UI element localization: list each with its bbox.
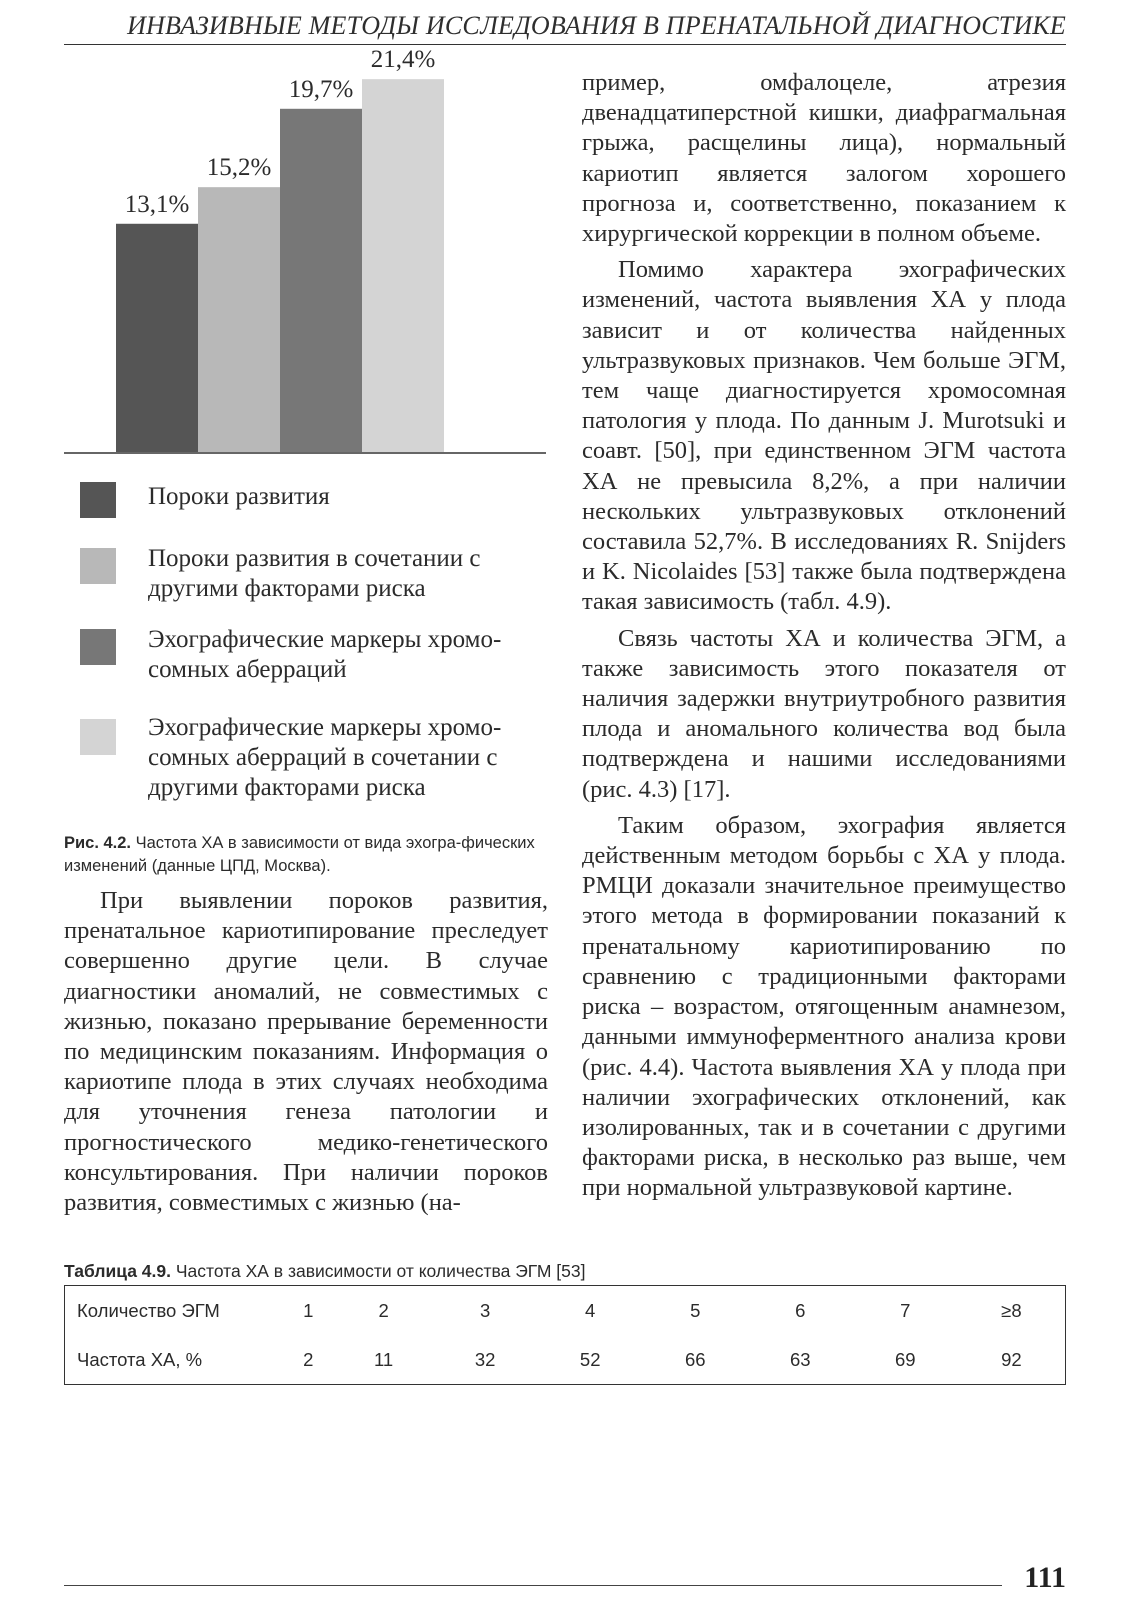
bar-chart [64,46,558,460]
right-paragraph-1: пример, омфалоцеле, атрезия двенадцатиперстной кишки, диафрагмальная грыжа, расщелины лица), нормальный кариотип является залогом хорошего прогноза и, соответственно, показанием к хирургической коррекции в полном объеме. [582,69,1066,248]
table-caption-text: Частота ХА в зависимости от количества ЭГМ [53] [171,1261,586,1281]
figure-caption-label: Рис. 4.2. [64,834,132,852]
table-cell: ≥8 [1001,1299,1022,1321]
table-cell: 2 [378,1299,389,1321]
bar-value-label-4: 21,4% [370,46,436,74]
table-cell: 2 [303,1348,314,1370]
legend-label-1 [148,482,548,512]
right-paragraph-4: Таким образом, эхография является действенным методом борьбы с ХА у плода. РМЦИ доказали значительное преимущество этого метода в формировании показаний к пренатальному кариотипированию по сравнению с традиционными факторами риска – возрастом, отягощенным анамнезом, данными иммуноферментного анализа крови (рис. 4.4). Частота выявления ХА у плода при наличии эхографических отклонений, как изолированных, так и в сочетании с другими факторами риска, в несколько раз выше, чем при нормальной ультразвуковой картине. [582,811,1066,1202]
right-column [582,68,1066,1204]
legend-label-3 [148,625,548,685]
legend-label-4-line3: другими факторами риска [148,774,426,801]
table-cell: 32 [474,1348,496,1370]
legend-label-4 [148,713,548,803]
footer-rule [64,1585,1002,1586]
table-row-header: Количество ЭГМ [77,1299,220,1321]
legend-item-2 [80,544,550,608]
table-cell: 69 [895,1348,916,1370]
running-head: ИНВАЗИВНЫЕ МЕТОДЫ ИССЛЕДОВАНИЯ В ПРЕНАТАЛЬНОЙ ДИАГНОСТИКЕ [64,8,1066,45]
legend-item-3 [80,625,550,689]
legend-item-1 [80,482,550,522]
bar-1 [116,224,198,452]
left-column [64,886,548,1218]
table-cell: 11 [374,1348,394,1370]
data-table [64,1285,1066,1385]
bar-value-label-2: 15,2% [206,154,272,182]
bar-2 [198,187,280,452]
table-cell: 63 [789,1348,811,1370]
table-cell: 1 [303,1299,314,1321]
legend-swatch-4 [80,719,116,755]
right-paragraph-3: Связь частоты ХА и количества ЭГМ, а также зависимость этого показателя от наличия задержки внутриутробного развития плода и аномального количества вод была подтверждена и нашими исследованиями (рис. 4.3) [17]. [582,624,1066,803]
bar-value-label-1: 13,1% [124,190,190,218]
legend-label-3-line1: Эхографические маркеры хромо- [148,626,502,653]
table-cell: 5 [690,1299,701,1321]
legend-label-2-line2: другими факторами риска [148,575,426,602]
table-cell: 4 [585,1299,596,1321]
table-row [65,1335,1066,1385]
legend-item-4 [80,713,550,807]
figure-caption-text: Частота ХА в зависимости от вида эхогра-фических изменений (данные ЦПД, Москва). [64,834,535,875]
legend-label-2 [148,544,548,604]
figure-caption [64,832,554,878]
legend-label-2-line1: Пороки развития в сочетании с [148,545,481,572]
legend-label-3-line2: сомных аберраций [148,656,347,683]
bar-value-label-3: 19,7% [288,75,354,103]
legend-swatch-2 [80,548,116,584]
table-cell: 66 [684,1348,706,1370]
table-caption [64,1260,1064,1282]
right-paragraph-2: Помимо характера эхографических изменений, частота выявления ХА у плода зависит и от количества найденных ультразвуковых признаков. Чем больше ЭГМ, тем чаще диагностируется хромосомная патология у плода. По данным J. Murotsuki и соавт. [50], при единственном ЭГМ частота ХА не превысила 8,2%, а при наличии нескольких ультразвуковых отклонений составила 52,7%. В исследованиях R. Snijders и K. Nicolaides [53] также была подтверждена такая зависимость (табл. 4.9). [582,256,1066,616]
table-cell: 7 [900,1299,911,1321]
bar-4 [362,79,444,452]
table-caption-label: Таблица 4.9. [64,1261,171,1281]
page-number: 111 [1024,1561,1066,1594]
legend-label-1-line1: Пороки развития [148,483,330,510]
bar-3 [280,109,362,452]
chart-canvas [64,46,558,460]
table-row [65,1286,1066,1336]
table-cell: 6 [795,1299,806,1321]
table-cell: 92 [1001,1348,1022,1370]
legend-swatch-3 [80,629,116,665]
table-cell: 3 [480,1299,491,1321]
legend-label-4-line2: сомных аберраций в сочетании с [148,744,498,771]
table-row-header: Частота ХА, % [77,1348,203,1370]
legend-label-4-line1: Эхографические маркеры хромо- [148,714,502,741]
table-cell: 52 [579,1348,601,1370]
left-column-paragraph: При выявлении пороков развития, пренатальное кариотипирование преследует совершенно другие цели. В случае диагностики аномалий, не совместимых с жизнью, показано прерывание беременности по медицинским показаниям. Информация о кариотипе плода в этих случаях необходима для уточнения генеза патологии и прогностического медико-генетического консультирования. При наличии пороков развития, совместимых с жизнью (на- [64,887,548,1217]
legend-swatch-1 [80,482,116,518]
